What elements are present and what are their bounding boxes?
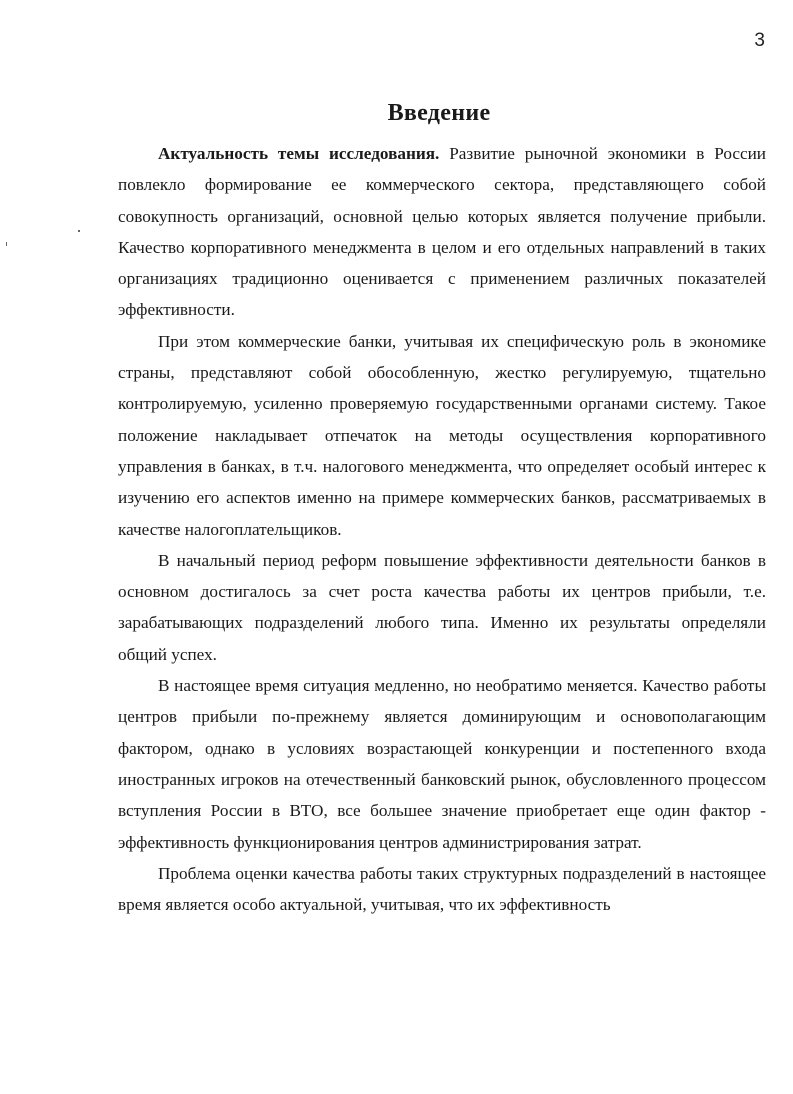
- document-body: [118, 138, 766, 920]
- paragraph-text: При этом коммерческие банки, учитывая их специфическую роль в экономике страны, представляют собой обособленную, жестко регулируемую, тщательно контролируемую, усиленно проверяемую государственными органами систему. Такое положение накладывает отпечаток на методы осуществления корпоративного управления в банках, в т.ч. налогового менеджмента, что определяет особый интерес к изучению его аспектов именно на примере коммерческих банков, рассматриваемых в качестве налогоплательщиков.: [118, 331, 766, 539]
- paragraph: [118, 858, 766, 921]
- relevance-heading: Актуальность темы исследования.: [158, 144, 440, 163]
- paragraph-text: В настоящее время ситуация медленно, но необратимо меняется. Качество работы центров прибыли по-прежнему является доминирующим и основополагающим фактором, однако в условиях возрастающей конкуренции и постепенного входа иностранных игроков на отечественный банковский рынок, обусловленного процессом вступления России в ВТО, все большее значение приобретает еще один фактор - эффективность функционирования центров администрирования затрат.: [118, 676, 766, 852]
- paragraph: [118, 545, 766, 670]
- page-number: 3: [754, 30, 765, 51]
- paragraph: [118, 326, 766, 545]
- scan-speck: [6, 242, 7, 246]
- scan-speck: [78, 230, 80, 232]
- paragraph-text: В начальный период реформ повышение эффективности деятельности банков в основном достигалось за счет роста качества работы их центров прибыли, т.е. зарабатывающих подразделений любого типа. Именно их результаты определяли общий успех.: [118, 550, 766, 664]
- paragraph-text: Проблема оценки качества работы таких структурных подразделений в настоящее время является особо актуальной, учитывая, что их эффективность: [118, 863, 766, 915]
- page-title: Введение: [387, 100, 491, 126]
- paragraph-relevance: [118, 138, 766, 326]
- paragraph: [118, 670, 766, 858]
- paragraph-text: Развитие рыночной экономики в России повлекло формирование ее коммерческого сектора, представляющего собой совокупность организаций, основной целью которых является получение прибыли. Качество корпоративного менеджмента в целом и его отдельных направлений в таких организациях традиционно оценивается с применением различных показателей эффективности.: [118, 144, 766, 320]
